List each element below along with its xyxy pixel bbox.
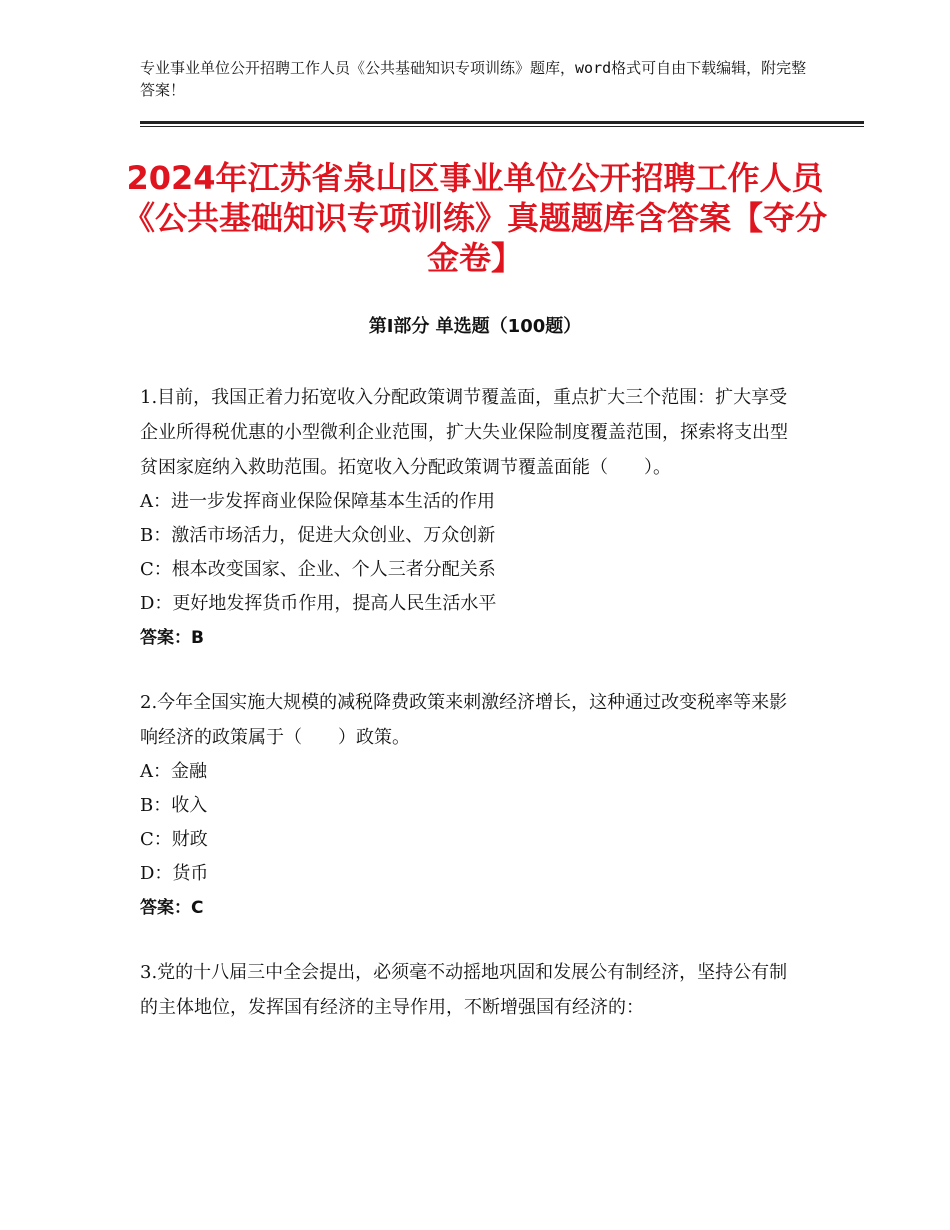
option-d: D：货币 bbox=[140, 863, 209, 884]
question-list bbox=[140, 380, 800, 1055]
question-3 bbox=[140, 955, 800, 1025]
header-rule-thin bbox=[140, 126, 864, 127]
option-b: B：收入 bbox=[140, 795, 208, 816]
answer: 答案：B bbox=[140, 628, 204, 648]
option-a: A：金融 bbox=[140, 761, 207, 782]
document-title: 2024年江苏省泉山区事业单位公开招聘工作人员《公共基础知识专项训练》真题题库含答案【夺分金卷】 bbox=[122, 159, 827, 277]
question-stem: 3.党的十八届三中全会提出，必须毫不动摇地巩固和发展公有制经济，坚持公有制的主体地位，发挥国有经济的主导作用，不断增强国有经济的： bbox=[140, 962, 788, 1018]
header-rule-thick bbox=[140, 121, 864, 124]
option-c: C：根本改变国家、企业、个人三者分配关系 bbox=[140, 559, 496, 580]
option-d: D：更好地发挥货币作用，提高人民生活水平 bbox=[140, 593, 497, 614]
question-2 bbox=[140, 685, 800, 925]
question-1 bbox=[140, 380, 800, 655]
option-a: A：进一步发挥商业保险保障基本生活的作用 bbox=[140, 491, 495, 512]
option-b: B：激活市场活力，促进大众创业、万众创新 bbox=[140, 525, 496, 546]
section-title: 第Ⅰ部分 单选题（100题） bbox=[368, 316, 582, 337]
header-note: 专业事业单位公开招聘工作人员《公共基础知识专项训练》题库，word格式可自由下载编辑，附完整答案！ bbox=[140, 59, 807, 99]
question-stem: 2.今年全国实施大规模的减税降费政策来刺激经济增长，这种通过改变税率等来影响经济的政策属于（ ）政策。 bbox=[140, 692, 788, 748]
question-stem: 1.目前，我国正着力拓宽收入分配政策调节覆盖面，重点扩大三个范围：扩大享受企业所得税优惠的小型微利企业范围，扩大失业保险制度覆盖范围，探索将支出型贫困家庭纳入救助范围。拓宽收入分配政策调节覆盖面能（ ）。 bbox=[140, 387, 788, 478]
answer: 答案：C bbox=[140, 898, 204, 918]
option-c: C：财政 bbox=[140, 829, 208, 850]
